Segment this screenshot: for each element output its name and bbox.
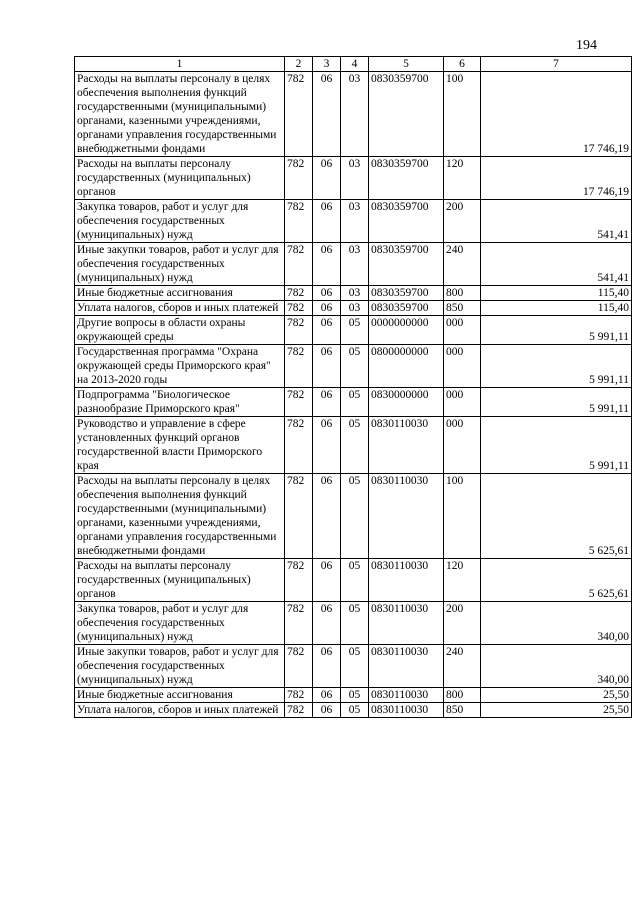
- ministry-code-cell: 782: [285, 243, 313, 286]
- section-code-cell: 06: [313, 200, 341, 243]
- subsection-code-cell: 03: [341, 301, 369, 316]
- target-article-cell: 0830359700: [369, 157, 444, 200]
- column-header: 2: [285, 57, 313, 72]
- expense-type-cell: 200: [444, 602, 481, 645]
- ministry-code-cell: 782: [285, 559, 313, 602]
- table-row: [75, 301, 632, 316]
- column-header: 4: [341, 57, 369, 72]
- table-row: [75, 688, 632, 703]
- column-header: 5: [369, 57, 444, 72]
- expense-type-cell: 850: [444, 301, 481, 316]
- column-header: 6: [444, 57, 481, 72]
- expense-type-cell: 240: [444, 645, 481, 688]
- target-article-cell: 0830110030: [369, 703, 444, 718]
- amount-cell: 5 991,11: [481, 316, 632, 345]
- subsection-code-cell: 05: [341, 388, 369, 417]
- amount-cell: 5 625,61: [481, 559, 632, 602]
- item-name-cell: Иные бюджетные ассигнования: [75, 688, 285, 703]
- target-article-cell: 0830110030: [369, 417, 444, 474]
- target-article-cell: 0830110030: [369, 645, 444, 688]
- expense-type-cell: 800: [444, 286, 481, 301]
- target-article-cell: 0830359700: [369, 243, 444, 286]
- item-name-cell: Другие вопросы в области охраны окружающей среды: [75, 316, 285, 345]
- amount-cell: 115,40: [481, 301, 632, 316]
- column-header: 1: [75, 57, 285, 72]
- item-name-cell: Закупка товаров, работ и услуг для обеспечения государственных (муниципальных) нужд: [75, 602, 285, 645]
- section-code-cell: 06: [313, 72, 341, 157]
- item-name-cell: Расходы на выплаты персоналу в целях обеспечения выполнения функций государственными (муниципальными) органами, казенными учреждениями, органами управления государственными внебюджетными фондами: [75, 474, 285, 559]
- item-name-cell: Расходы на выплаты персоналу государственных (муниципальных) органов: [75, 157, 285, 200]
- column-header: 3: [313, 57, 341, 72]
- subsection-code-cell: 03: [341, 200, 369, 243]
- ministry-code-cell: 782: [285, 645, 313, 688]
- target-article-cell: 0830110030: [369, 559, 444, 602]
- table-row: [75, 559, 632, 602]
- table-row: [75, 243, 632, 286]
- table-row: [75, 417, 632, 474]
- item-name-cell: Расходы на выплаты персоналу государственных (муниципальных) органов: [75, 559, 285, 602]
- ministry-code-cell: 782: [285, 72, 313, 157]
- amount-cell: 340,00: [481, 645, 632, 688]
- section-code-cell: 06: [313, 243, 341, 286]
- expense-type-cell: 000: [444, 388, 481, 417]
- item-name-cell: Уплата налогов, сборов и иных платежей: [75, 703, 285, 718]
- ministry-code-cell: 782: [285, 474, 313, 559]
- item-name-cell: Руководство и управление в сфере установленных функций органов государственной власти Приморского края: [75, 417, 285, 474]
- subsection-code-cell: 05: [341, 559, 369, 602]
- table-row: [75, 703, 632, 718]
- section-code-cell: 06: [313, 688, 341, 703]
- item-name-cell: Иные бюджетные ассигнования: [75, 286, 285, 301]
- amount-cell: 17 746,19: [481, 157, 632, 200]
- table-row: [75, 157, 632, 200]
- amount-cell: 17 746,19: [481, 72, 632, 157]
- table-header-row: [75, 57, 632, 72]
- ministry-code-cell: 782: [285, 688, 313, 703]
- item-name-cell: Подпрограмма "Биологическое разнообразие Приморского края": [75, 388, 285, 417]
- expense-type-cell: 000: [444, 316, 481, 345]
- amount-cell: 5 991,11: [481, 388, 632, 417]
- subsection-code-cell: 03: [341, 286, 369, 301]
- expense-type-cell: 850: [444, 703, 481, 718]
- section-code-cell: 06: [313, 157, 341, 200]
- target-article-cell: 0830000000: [369, 388, 444, 417]
- item-name-cell: Государственная программа "Охрана окружающей среды Приморского края" на 2013-2020 годы: [75, 345, 285, 388]
- ministry-code-cell: 782: [285, 345, 313, 388]
- subsection-code-cell: 03: [341, 243, 369, 286]
- table-row: [75, 645, 632, 688]
- target-article-cell: 0830359700: [369, 286, 444, 301]
- expense-type-cell: 120: [444, 559, 481, 602]
- target-article-cell: 0830110030: [369, 688, 444, 703]
- expense-type-cell: 120: [444, 157, 481, 200]
- target-article-cell: 0800000000: [369, 345, 444, 388]
- item-name-cell: Расходы на выплаты персоналу в целях обеспечения выполнения функций государственными (муниципальными) органами, казенными учреждениями, органами управления государственными внебюджетными фондами: [75, 72, 285, 157]
- table-row: [75, 200, 632, 243]
- amount-cell: 25,50: [481, 703, 632, 718]
- expense-type-cell: 800: [444, 688, 481, 703]
- section-code-cell: 06: [313, 559, 341, 602]
- ministry-code-cell: 782: [285, 316, 313, 345]
- target-article-cell: 0830110030: [369, 474, 444, 559]
- expense-type-cell: 100: [444, 474, 481, 559]
- budget-table: [74, 56, 632, 718]
- table-row: [75, 474, 632, 559]
- amount-cell: 5 991,11: [481, 417, 632, 474]
- section-code-cell: 06: [313, 417, 341, 474]
- subsection-code-cell: 05: [341, 703, 369, 718]
- table-row: [75, 345, 632, 388]
- section-code-cell: 06: [313, 474, 341, 559]
- target-article-cell: 0830359700: [369, 72, 444, 157]
- subsection-code-cell: 05: [341, 474, 369, 559]
- item-name-cell: Иные закупки товаров, работ и услуг для обеспечения государственных (муниципальных) нужд: [75, 243, 285, 286]
- item-name-cell: Иные закупки товаров, работ и услуг для обеспечения государственных (муниципальных) нужд: [75, 645, 285, 688]
- target-article-cell: 0830359700: [369, 301, 444, 316]
- expense-type-cell: 240: [444, 243, 481, 286]
- amount-cell: 541,41: [481, 243, 632, 286]
- section-code-cell: 06: [313, 286, 341, 301]
- table-row: [75, 388, 632, 417]
- expense-type-cell: 100: [444, 72, 481, 157]
- target-article-cell: 0830110030: [369, 602, 444, 645]
- subsection-code-cell: 03: [341, 72, 369, 157]
- ministry-code-cell: 782: [285, 157, 313, 200]
- section-code-cell: 06: [313, 301, 341, 316]
- subsection-code-cell: 05: [341, 316, 369, 345]
- section-code-cell: 06: [313, 316, 341, 345]
- item-name-cell: Уплата налогов, сборов и иных платежей: [75, 301, 285, 316]
- amount-cell: 541,41: [481, 200, 632, 243]
- column-header: 7: [481, 57, 632, 72]
- table-row: [75, 316, 632, 345]
- ministry-code-cell: 782: [285, 388, 313, 417]
- ministry-code-cell: 782: [285, 417, 313, 474]
- table-row: [75, 602, 632, 645]
- subsection-code-cell: 05: [341, 417, 369, 474]
- table-body: [75, 72, 632, 718]
- section-code-cell: 06: [313, 645, 341, 688]
- subsection-code-cell: 05: [341, 645, 369, 688]
- subsection-code-cell: 05: [341, 688, 369, 703]
- ministry-code-cell: 782: [285, 602, 313, 645]
- section-code-cell: 06: [313, 602, 341, 645]
- subsection-code-cell: 05: [341, 345, 369, 388]
- amount-cell: 5 991,11: [481, 345, 632, 388]
- ministry-code-cell: 782: [285, 301, 313, 316]
- subsection-code-cell: 05: [341, 602, 369, 645]
- section-code-cell: 06: [313, 703, 341, 718]
- amount-cell: 340,00: [481, 602, 632, 645]
- amount-cell: 115,40: [481, 286, 632, 301]
- expense-type-cell: 000: [444, 417, 481, 474]
- amount-cell: 5 625,61: [481, 474, 632, 559]
- amount-cell: 25,50: [481, 688, 632, 703]
- page-number: 194: [576, 38, 597, 53]
- ministry-code-cell: 782: [285, 703, 313, 718]
- target-article-cell: 0000000000: [369, 316, 444, 345]
- ministry-code-cell: 782: [285, 200, 313, 243]
- expense-type-cell: 200: [444, 200, 481, 243]
- ministry-code-cell: 782: [285, 286, 313, 301]
- section-code-cell: 06: [313, 388, 341, 417]
- section-code-cell: 06: [313, 345, 341, 388]
- table-row: [75, 72, 632, 157]
- target-article-cell: 0830359700: [369, 200, 444, 243]
- item-name-cell: Закупка товаров, работ и услуг для обеспечения государственных (муниципальных) нужд: [75, 200, 285, 243]
- table-row: [75, 286, 632, 301]
- expense-type-cell: 000: [444, 345, 481, 388]
- subsection-code-cell: 03: [341, 157, 369, 200]
